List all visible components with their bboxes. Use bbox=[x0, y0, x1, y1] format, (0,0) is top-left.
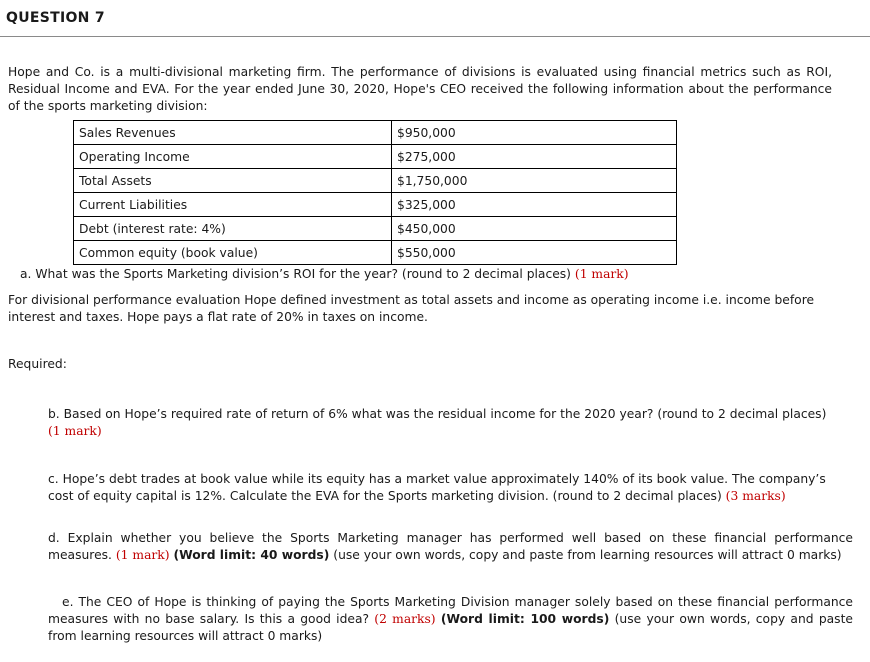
part-c-text: c. Hope’s debt trades at book value while its equity has a market value approximately 140% of its book value. The company’s cost of equity capital is 12%. Calculate the EVA for the Sports marketing division. (round to 2 decimal places) bbox=[48, 472, 826, 503]
row-value: $550,000 bbox=[392, 241, 677, 265]
part-e-mark: (2 marks) bbox=[374, 612, 436, 626]
part-d bbox=[48, 530, 853, 564]
heading-divider bbox=[0, 36, 870, 37]
row-value: $1,750,000 bbox=[392, 169, 677, 193]
part-d-text: d. Explain whether you believe the Sports Marketing manager has performed well based on these financial performance measures. bbox=[48, 531, 853, 562]
part-c bbox=[48, 471, 848, 505]
question-heading: QUESTION 7 bbox=[6, 10, 105, 26]
part-d-mark: (1 mark) bbox=[115, 548, 170, 562]
row-label: Operating Income bbox=[74, 145, 392, 169]
row-value: $275,000 bbox=[392, 145, 677, 169]
part-e bbox=[48, 594, 853, 645]
part-d-tail: (use your own words, copy and paste from learning resources will attract 0 marks) bbox=[333, 548, 842, 562]
part-a-text: a. What was the Sports Marketing division’s ROI for the year? (round to 2 decimal places) bbox=[20, 267, 571, 281]
division-data-table bbox=[73, 120, 677, 265]
table-row bbox=[74, 193, 677, 217]
row-label: Common equity (book value) bbox=[74, 241, 392, 265]
required-label: Required: bbox=[8, 357, 67, 371]
row-label: Current Liabilities bbox=[74, 193, 392, 217]
table-row bbox=[74, 121, 677, 145]
table-row bbox=[74, 169, 677, 193]
part-e-word-limit: (Word limit: 100 words) bbox=[440, 612, 610, 626]
table-row bbox=[74, 217, 677, 241]
part-b-mark: (1 mark) bbox=[48, 424, 102, 438]
definition-note: For divisional performance evaluation Hope defined investment as total assets and income as operating income i.e. income before interest and taxes. Hope pays a flat rate of 20% in taxes on income. bbox=[8, 293, 815, 324]
row-label: Sales Revenues bbox=[74, 121, 392, 145]
intro-paragraph: Hope and Co. is a multi-divisional marketing firm. The performance of divisions is evaluated using financial metrics such as ROI, Residual Income and EVA. For the year ended June 30, 2020, Hope's CEO received the following information about the performance of the sports marketing division: bbox=[8, 65, 832, 113]
part-a-mark: (1 mark) bbox=[574, 267, 629, 281]
part-e-text: e. The CEO of Hope is thinking of paying the Sports Marketing Division manager solely based on these financial performance measures with no base salary. Is this a good idea? bbox=[48, 595, 853, 626]
part-c-mark: (3 marks) bbox=[725, 489, 786, 503]
row-label: Debt (interest rate: 4%) bbox=[74, 217, 392, 241]
row-label: Total Assets bbox=[74, 169, 392, 193]
part-e-tail: (use your own words, copy and paste from learning resources will attract 0 marks) bbox=[48, 612, 853, 643]
table-row bbox=[74, 145, 677, 169]
row-value: $450,000 bbox=[392, 217, 677, 241]
part-b bbox=[48, 406, 848, 440]
row-value: $325,000 bbox=[392, 193, 677, 217]
table-row bbox=[74, 241, 677, 265]
part-b-text: b. Based on Hope’s required rate of return of 6% what was the residual income for the 2020 year? (round to 2 decimal places) bbox=[48, 407, 827, 421]
row-value: $950,000 bbox=[392, 121, 677, 145]
part-a bbox=[20, 266, 629, 283]
part-d-word-limit: (Word limit: 40 words) bbox=[173, 548, 330, 562]
